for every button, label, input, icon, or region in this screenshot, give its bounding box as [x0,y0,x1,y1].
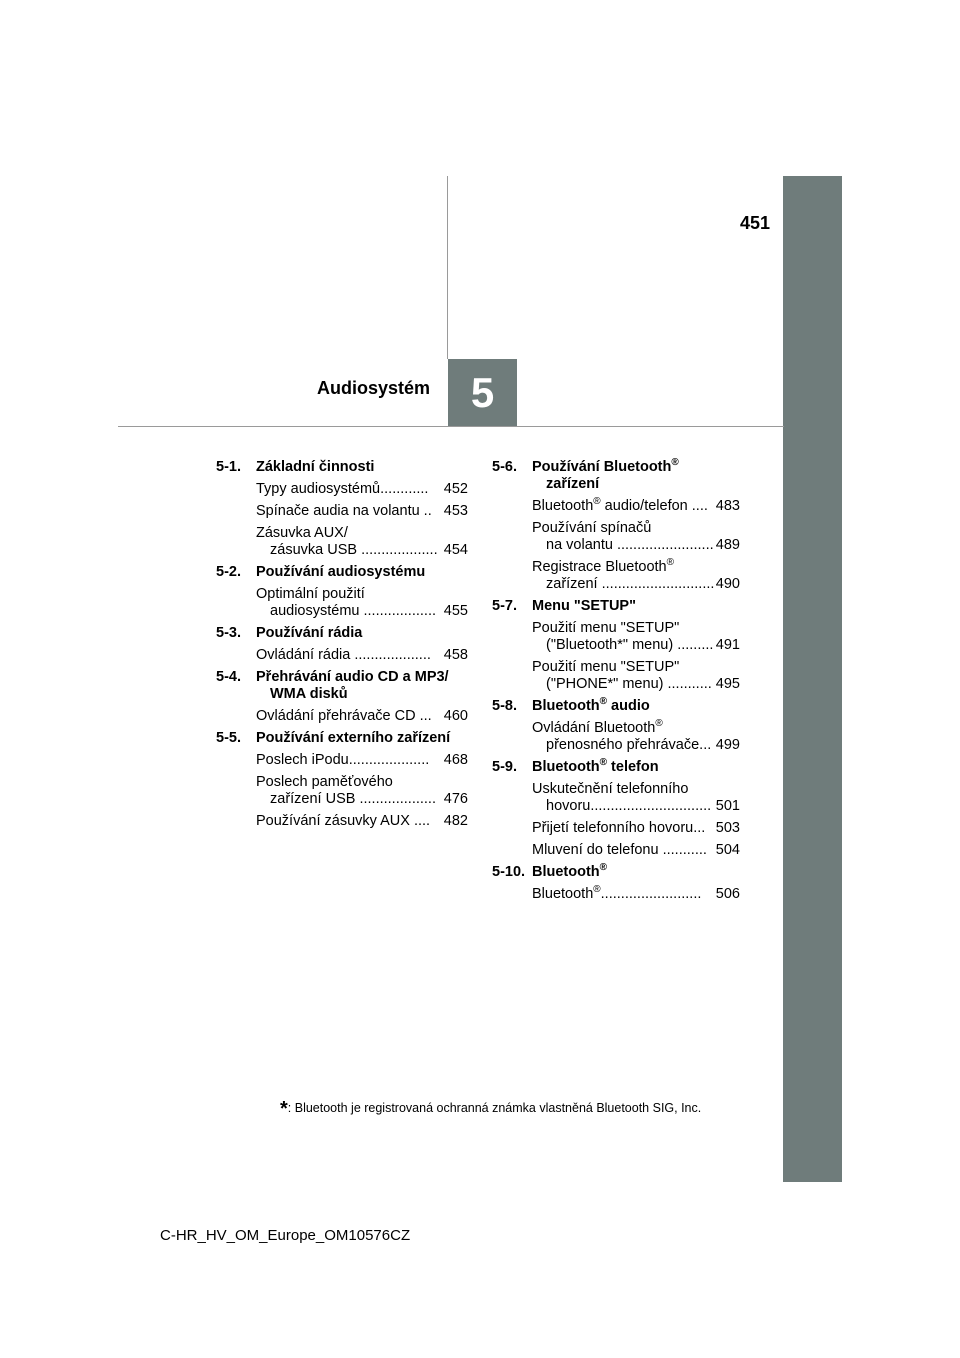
chapter-number: 5 [448,359,517,426]
entry-title-line: Uskutečnění telefonního [532,781,689,797]
entry-title: Ovládání rádia ................... [256,647,431,663]
toc-section[interactable] [492,759,740,776]
entry-title: Spínače audia na volantu .. [256,503,432,519]
vertical-divider [447,176,448,359]
registered-mark: ® [655,718,663,730]
entry-title-line: Použití menu "SETUP" [532,620,680,636]
document-code: C-HR_HV_OM_Europe_OM10576CZ [160,1227,411,1244]
toc-section[interactable] [492,459,740,493]
registered-mark: ® [593,884,601,896]
registered-mark: ® [599,757,608,769]
registered-mark: ® [599,862,608,874]
section-number: 5-5. [216,730,241,746]
section-title-line2: zařízení [546,476,600,492]
toc-entry[interactable] [532,842,740,859]
toc-entry[interactable] [256,708,468,725]
entry-title: Poslech iPodu.................... [256,752,430,768]
entry-title-rest: audio/telefon .... [600,498,708,514]
chapter-sidebar-tab [783,176,842,1182]
section-title-rest: telefon [607,759,659,775]
toc-entry[interactable] [256,774,468,808]
section-title-line2: WMA disků [270,686,348,702]
entry-page: 506 [715,886,740,902]
section-title: Základní činnosti [256,459,375,475]
page-number: 451 [739,213,770,233]
toc-entry[interactable] [532,559,740,593]
toc-entry[interactable] [532,498,740,515]
toc-entry[interactable] [532,520,740,554]
footnote-asterisk: * [280,1098,288,1120]
entry-page: 503 [715,820,740,836]
section-title: Bluetooth [532,864,600,880]
entry-title: Přijetí telefonního hovoru... [532,820,706,836]
entry-title-line: Používání spínačů [532,520,652,536]
section-number: 5-10. [492,864,526,880]
entry-page: 501 [715,798,740,814]
section-number: 5-6. [492,459,517,475]
toc-section[interactable] [492,698,740,715]
footnote [280,1098,742,1121]
section-number: 5-3. [216,625,241,641]
section-title: Menu "SETUP" [532,598,636,614]
entry-title: Bluetooth [532,498,594,514]
entry-page: 499 [715,737,740,753]
registered-mark: ® [666,557,674,569]
entry-page: 468 [443,752,468,768]
toc-section[interactable] [216,669,468,703]
entry-page: 452 [443,481,468,497]
section-title: Používání externího zařízení [256,730,451,746]
entry-title-line: Registrace Bluetooth [532,559,667,575]
toc-section[interactable] [492,864,740,881]
toc-entry[interactable] [532,820,740,837]
toc-entry[interactable] [532,720,740,754]
toc-entry[interactable] [256,525,468,559]
toc-left-column [216,459,468,835]
toc-right-column [492,459,740,908]
entry-title-line: Ovládání Bluetooth [532,720,656,736]
toc-section[interactable] [492,598,740,615]
registered-mark: ® [593,496,601,508]
toc-entry[interactable] [532,620,740,654]
entry-title-line: zařízení ............................ [546,576,715,592]
chapter-title: Audiosystém [316,378,430,398]
entry-title: Mluvení do telefonu ........... [532,842,707,858]
entry-page: 453 [443,503,468,519]
toc-entry[interactable] [256,752,468,769]
toc-section[interactable] [216,625,468,642]
entry-page: 489 [715,537,740,553]
entry-title-line: zařízení USB ................... [270,791,436,807]
toc-entry[interactable] [256,586,468,620]
section-title: Bluetooth [532,759,600,775]
section-title: Bluetooth [532,698,600,714]
entry-page: 458 [443,647,468,663]
toc-entry[interactable] [532,781,740,815]
entry-page: 490 [715,576,740,592]
entry-title-line: Poslech paměťového [256,774,393,790]
toc-section[interactable] [216,459,468,476]
entry-page: 491 [715,637,740,653]
entry-page: 476 [443,791,468,807]
entry-page: 482 [443,813,468,829]
section-title: Používání rádia [256,625,363,641]
entry-title-line: hovoru.............................. [546,798,712,814]
entry-page: 455 [443,603,468,619]
toc-entry[interactable] [256,481,468,498]
entry-title: Ovládání přehrávače CD ... [256,708,432,724]
entry-title-line: Optimální použití [256,586,365,602]
entry-title-line: zásuvka USB ................... [270,542,438,558]
toc-entry[interactable] [256,647,468,664]
entry-title: Bluetooth [532,886,594,902]
section-number: 5-2. [216,564,241,580]
entry-title-line: Zásuvka AUX/ [256,525,348,541]
registered-mark: ® [599,696,608,708]
section-title: Přehrávání audio CD a MP3/ [256,669,449,685]
section-number: 5-7. [492,598,517,614]
entry-page: 460 [443,708,468,724]
entry-title-line: audiosystému .................. [270,603,437,619]
toc-entry[interactable] [532,886,740,903]
toc-section[interactable] [216,564,468,581]
entry-title-line: přenosného přehrávače... [546,737,712,753]
toc-entry[interactable] [256,503,468,520]
section-title: Používání Bluetooth [532,459,672,475]
entry-title: Typy audiosystémů............ [256,481,429,497]
entry-page: 483 [715,498,740,514]
toc-entry[interactable] [256,813,468,830]
footnote-text: : Bluetooth je registrovaná ochranná známka vlastněná Bluetooth SIG, Inc. [287,1101,702,1115]
section-number: 5-1. [216,459,241,475]
section-number: 5-8. [492,698,517,714]
entry-title: Používání zásuvky AUX .... [256,813,431,829]
entry-page: 454 [443,542,468,558]
section-title: Používání audiosystému [256,564,426,580]
entry-title-rest: ......................... [600,886,702,902]
entry-title-line: Použití menu "SETUP" [532,659,680,675]
toc-entry[interactable] [532,659,740,693]
entry-title-line: na volantu ........................ [546,537,714,553]
entry-title-line: ("PHONE*" menu) ........... [546,676,712,692]
horizontal-divider [118,426,784,427]
entry-page: 495 [715,676,740,692]
section-number: 5-4. [216,669,241,685]
entry-title-line: ("Bluetooth*" menu) ......... [546,637,714,653]
section-number: 5-9. [492,759,517,775]
toc-section[interactable] [216,730,468,747]
section-title-rest: audio [607,698,650,714]
entry-page: 504 [715,842,740,858]
registered-mark: ® [671,457,679,469]
